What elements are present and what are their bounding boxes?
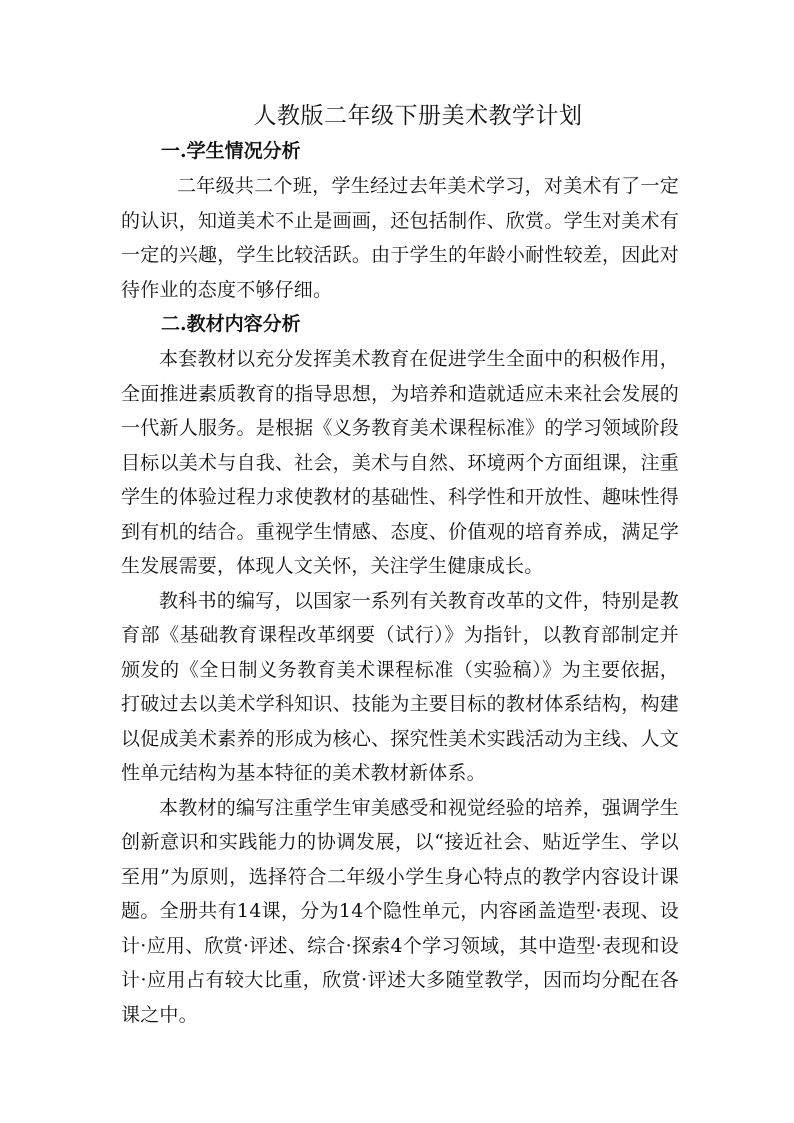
paragraph-student-analysis: 二年级共二个班，学生经过去年美术学习，对美术有了一定的认识，知道美术不止是画画，还包括制作、欣赏。学生对美术有一定的兴趣，学生比较活跃。由于学生的年龄小耐性较差，因此对待作业的态度不够仔细。 [121,175,679,301]
section-heading-student-analysis: 一.学生情况分析 [161,140,301,162]
paragraph-textbook-compilation: 教科书的编写，以国家一系列有关教育改革的文件，特别是教育部《基础教育课程改革纲要（试行）》为指针，以教育部制定并颁发的《全日制义务教育美术课程标准（实验稿）》为主要依据，打破过去以美术学科知识、技能为主要目标的教材体系结构，构建以促成美术素养的形成为核心、探究性美术实践活动为主线、人文性单元结构为基本特征的美术教材新体系。 [121,589,679,784]
paragraph-textbook-purpose: 本套教材以充分发挥美术教育在促进学生全面中的积极作用，全面推进素质教育的指导思想，为培养和造就适应未来社会发展的一代新人服务。是根据《义务教育美术课程标准》的学习领域阶段目标以美术与自我、社会，美术与自然、环境两个方面组课，注重学生的体验过程力求使教材的基础性、科学性和开放性、趣味性得到有机的结合。重视学生情感、态度、价值观的培育养成，满足学生发展需要，体现人文关怀，关注学生健康成长。 [121,348,679,577]
section-heading-textbook-analysis: 二.教材内容分析 [161,313,301,335]
document-title: 人教版二年级下册美术教学计划 [253,103,583,129]
paragraph-textbook-content: 本教材的编写注重学生审美感受和视觉经验的培养，强调学生创新意识和实践能力的协调发展，以“接近社会、贴近学生、学以至用”为原则，选择符合二年级小学生身心特点的教学内容设计课题。全册共有14课，分为14个隐性单元，内容函盖造型·表现、设计·应用、欣赏·评述、综合·探索4个学习领域，其中造型·表现和设计·应用占有较大比重，欣赏·评述大多随堂教学，因而均分配在各课之中。 [121,796,679,1026]
document-body [121,98,679,1032]
